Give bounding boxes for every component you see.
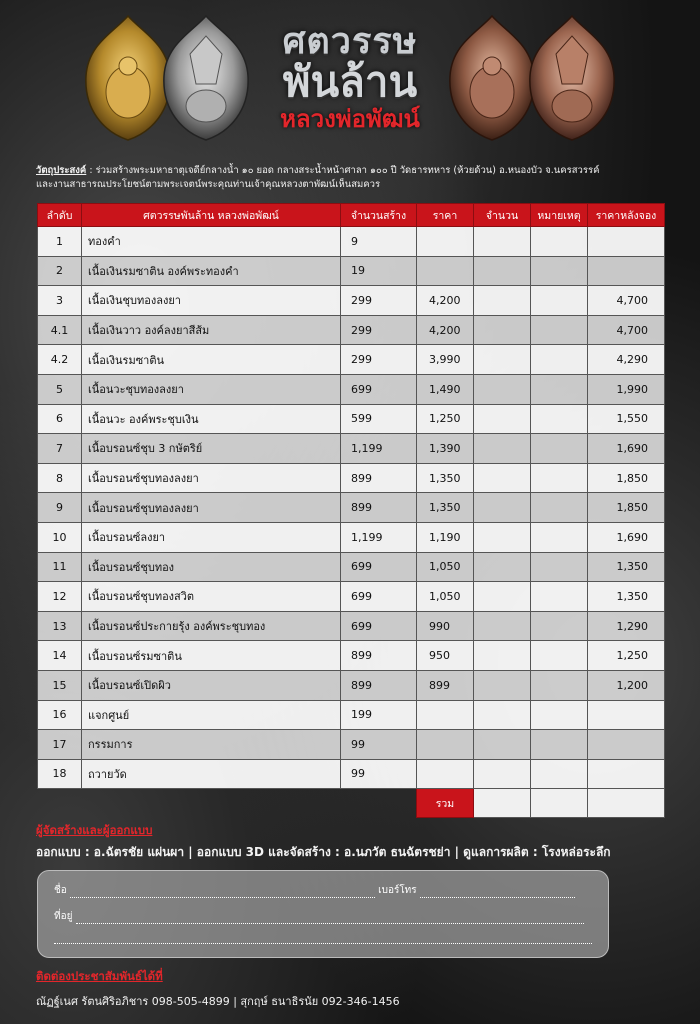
row-quantity-made: 9 bbox=[341, 227, 417, 257]
row-note-cell[interactable] bbox=[531, 345, 588, 375]
row-note-cell[interactable] bbox=[531, 700, 588, 730]
row-name: เนื้อบรอนซ์ลงยา bbox=[82, 522, 341, 552]
row-price-after: 1,690 bbox=[588, 434, 665, 464]
row-price bbox=[417, 759, 474, 789]
row-price-after bbox=[588, 730, 665, 760]
table-row bbox=[38, 582, 665, 612]
row-quantity-made: 899 bbox=[341, 463, 417, 493]
row-price-after: 1,350 bbox=[588, 552, 665, 582]
row-quantity-made: 19 bbox=[341, 256, 417, 286]
row-note-cell[interactable] bbox=[531, 522, 588, 552]
address-line-1 bbox=[54, 909, 584, 924]
row-price: 1,350 bbox=[417, 463, 474, 493]
total-price-cell[interactable] bbox=[588, 789, 665, 818]
row-amount-cell[interactable] bbox=[474, 759, 531, 789]
table-row bbox=[38, 434, 665, 464]
header-price-after: ราคาหลังจอง bbox=[588, 204, 665, 227]
row-name: เนื้อบรอนซ์ชุบทองลงยา bbox=[82, 463, 341, 493]
table-body bbox=[38, 227, 665, 789]
row-price: 3,990 bbox=[417, 345, 474, 375]
row-quantity-made: 1,199 bbox=[341, 522, 417, 552]
row-number: 16 bbox=[38, 700, 82, 730]
row-amount-cell[interactable] bbox=[474, 493, 531, 523]
title-line-3: หลวงพ่อพัฒน์ bbox=[280, 106, 420, 133]
row-price: 4,200 bbox=[417, 286, 474, 316]
row-price: 950 bbox=[417, 641, 474, 671]
address-line-2 bbox=[54, 933, 592, 944]
name-phone-line bbox=[54, 883, 575, 898]
row-number: 6 bbox=[38, 404, 82, 434]
total-row bbox=[38, 789, 665, 818]
row-note-cell[interactable] bbox=[531, 463, 588, 493]
row-quantity-made: 1,199 bbox=[341, 434, 417, 464]
table-row bbox=[38, 670, 665, 700]
row-price: 1,390 bbox=[417, 434, 474, 464]
copper-amulet-image bbox=[526, 14, 618, 142]
purpose-line-2: และงานสาธารณประโยชน์ตามพระเจตน์พระคุณท่านเจ้าคุณหลวงตาพัฒน์เห็นสมควร bbox=[36, 179, 381, 190]
total-label: รวม bbox=[417, 789, 474, 818]
row-number: 3 bbox=[38, 286, 82, 316]
address-input-2[interactable] bbox=[54, 933, 592, 944]
row-number: 11 bbox=[38, 552, 82, 582]
row-quantity-made: 699 bbox=[341, 611, 417, 641]
row-note-cell[interactable] bbox=[531, 670, 588, 700]
row-price-after: 1,290 bbox=[588, 611, 665, 641]
row-note-cell[interactable] bbox=[531, 493, 588, 523]
header-note: หมายเหตุ bbox=[531, 204, 588, 227]
name-label: ชื่อ bbox=[54, 885, 67, 896]
header-quantity-made: จำนวนสร้าง bbox=[341, 204, 417, 227]
table-row bbox=[38, 404, 665, 434]
row-amount-cell[interactable] bbox=[474, 463, 531, 493]
row-price bbox=[417, 227, 474, 257]
poster-header bbox=[0, 0, 700, 160]
row-price-after: 1,550 bbox=[588, 404, 665, 434]
phone-label: เบอร์โทร bbox=[378, 885, 417, 896]
row-name: เนื้อบรอนซ์ชุบ 3 กษัตริย์ bbox=[82, 434, 341, 464]
row-name: เนื้อบรอนซ์รมซาติน bbox=[82, 641, 341, 671]
row-number: 4.1 bbox=[38, 315, 82, 345]
row-note-cell[interactable] bbox=[531, 582, 588, 612]
table-row bbox=[38, 256, 665, 286]
row-quantity-made: 599 bbox=[341, 404, 417, 434]
row-price: 4,200 bbox=[417, 315, 474, 345]
title-line-1: ศตวรรษ bbox=[282, 20, 418, 61]
row-price: 1,190 bbox=[417, 522, 474, 552]
row-price bbox=[417, 730, 474, 760]
row-number: 5 bbox=[38, 374, 82, 404]
row-price-after: 1,990 bbox=[588, 374, 665, 404]
row-price: 990 bbox=[417, 611, 474, 641]
row-note-cell[interactable] bbox=[531, 286, 588, 316]
row-price: 1,250 bbox=[417, 404, 474, 434]
row-name: เนื้อเงินชุบทองลงยา bbox=[82, 286, 341, 316]
row-amount-cell[interactable] bbox=[474, 522, 531, 552]
row-price-after bbox=[588, 227, 665, 257]
order-table bbox=[37, 203, 665, 818]
row-quantity-made: 899 bbox=[341, 493, 417, 523]
row-name: เนื้อบรอนซ์ชุบทอง bbox=[82, 552, 341, 582]
row-quantity-made: 699 bbox=[341, 374, 417, 404]
name-input[interactable] bbox=[70, 887, 375, 898]
contact-heading: ติดต่องประชาสัมพันธ์ได้ที่ bbox=[36, 969, 163, 983]
total-amount-cell[interactable] bbox=[474, 789, 531, 818]
row-name: ทองคำ bbox=[82, 227, 341, 257]
row-price-after: 4,290 bbox=[588, 345, 665, 375]
row-amount-cell[interactable] bbox=[474, 315, 531, 345]
row-note-cell[interactable] bbox=[531, 227, 588, 257]
contact-line: ณัฏฐ์เนศ รัตนศิริอภิชาร 098-505-4899 | สุกฤษ์ ธนาธิรนัย 092-346-1456 bbox=[36, 995, 400, 1008]
table-row bbox=[38, 463, 665, 493]
table-row bbox=[38, 493, 665, 523]
row-amount-cell[interactable] bbox=[474, 286, 531, 316]
row-price-after bbox=[588, 759, 665, 789]
purpose-text bbox=[36, 164, 676, 192]
row-number: 7 bbox=[38, 434, 82, 464]
row-name: เนื้อบรอนซ์ประกายรุ้ง องค์พระชุบทอง bbox=[82, 611, 341, 641]
row-number: 1 bbox=[38, 227, 82, 257]
address-input-1[interactable] bbox=[76, 913, 584, 924]
bronze-amulet-image bbox=[446, 14, 538, 142]
row-name: เนื้อบรอนซ์ชุบทองสวิต bbox=[82, 582, 341, 612]
row-price-after: 1,850 bbox=[588, 463, 665, 493]
header-price: ราคา bbox=[417, 204, 474, 227]
row-price-after: 1,250 bbox=[588, 641, 665, 671]
credits-heading: ผู้จัดสร้างและผู้ออกแบบ bbox=[36, 823, 153, 837]
row-number: 9 bbox=[38, 493, 82, 523]
row-number: 17 bbox=[38, 730, 82, 760]
table-row bbox=[38, 730, 665, 760]
row-amount-cell[interactable] bbox=[474, 404, 531, 434]
row-price-after bbox=[588, 256, 665, 286]
table-row bbox=[38, 374, 665, 404]
row-price-after: 1,200 bbox=[588, 670, 665, 700]
row-number: 18 bbox=[38, 759, 82, 789]
row-amount-cell[interactable] bbox=[474, 730, 531, 760]
row-number: 12 bbox=[38, 582, 82, 612]
row-quantity-made: 299 bbox=[341, 286, 417, 316]
row-note-cell[interactable] bbox=[531, 434, 588, 464]
row-number: 13 bbox=[38, 611, 82, 641]
row-price: 1,050 bbox=[417, 582, 474, 612]
row-amount-cell[interactable] bbox=[474, 641, 531, 671]
row-price: 1,350 bbox=[417, 493, 474, 523]
table-row bbox=[38, 552, 665, 582]
row-quantity-made: 699 bbox=[341, 582, 417, 612]
header-no: ลำดับ bbox=[38, 204, 82, 227]
phone-input[interactable] bbox=[420, 887, 575, 898]
table-row bbox=[38, 700, 665, 730]
row-quantity-made: 299 bbox=[341, 345, 417, 375]
row-number: 15 bbox=[38, 670, 82, 700]
row-price bbox=[417, 256, 474, 286]
row-name: เนื้อบรอนซ์ชุบทองลงยา bbox=[82, 493, 341, 523]
row-quantity-made: 99 bbox=[341, 730, 417, 760]
row-amount-cell[interactable] bbox=[474, 670, 531, 700]
row-name: เนื้อนวะชุบทองลงยา bbox=[82, 374, 341, 404]
table-row bbox=[38, 345, 665, 375]
row-price-after: 4,700 bbox=[588, 286, 665, 316]
row-amount-cell[interactable] bbox=[474, 345, 531, 375]
title-line-2: พันล้าน bbox=[282, 58, 418, 105]
row-amount-cell[interactable] bbox=[474, 582, 531, 612]
row-amount-cell[interactable] bbox=[474, 700, 531, 730]
row-note-cell[interactable] bbox=[531, 730, 588, 760]
row-number: 8 bbox=[38, 463, 82, 493]
row-quantity-made: 699 bbox=[341, 552, 417, 582]
table-row bbox=[38, 611, 665, 641]
row-quantity-made: 299 bbox=[341, 315, 417, 345]
total-note-cell[interactable] bbox=[531, 789, 588, 818]
row-number: 4.2 bbox=[38, 345, 82, 375]
row-price: 1,490 bbox=[417, 374, 474, 404]
row-note-cell[interactable] bbox=[531, 552, 588, 582]
row-name: ถวายวัด bbox=[82, 759, 341, 789]
row-name: เนื้อเงินรมซาติน องค์พระทองคำ bbox=[82, 256, 341, 286]
order-table-wrapper bbox=[37, 203, 664, 818]
credits-line: ออกแบบ : อ.ฉัตรชัย แผ่นผา | ออกแบบ 3D และจัดสร้าง : อ.นภวัต ธนฉัตรชย่า | ดูแลการผลิต : โรงหล่อระลึก bbox=[36, 845, 611, 859]
purpose-line-1: : ร่วมสร้างพระมหาธาตุเจดีย์กลางน้ำ ๑๐ ยอด กลางสระน้ำหน้าศาลา ๑๐๐ ปี วัดธารทหาร (ห้วยด้วน) อ.หนองบัว จ.นครสวรรค์ bbox=[86, 165, 600, 176]
row-price-after: 1,690 bbox=[588, 522, 665, 552]
table-row bbox=[38, 641, 665, 671]
row-note-cell[interactable] bbox=[531, 374, 588, 404]
row-note-cell[interactable] bbox=[531, 641, 588, 671]
row-name: เนื้อนวะ องค์พระชุบเงิน bbox=[82, 404, 341, 434]
row-name: แจกศูนย์ bbox=[82, 700, 341, 730]
row-quantity-made: 199 bbox=[341, 700, 417, 730]
table-row bbox=[38, 522, 665, 552]
row-quantity-made: 99 bbox=[341, 759, 417, 789]
row-note-cell[interactable] bbox=[531, 315, 588, 345]
row-note-cell[interactable] bbox=[531, 611, 588, 641]
customer-form bbox=[37, 870, 609, 958]
row-quantity-made: 899 bbox=[341, 641, 417, 671]
row-price-after bbox=[588, 700, 665, 730]
row-number: 2 bbox=[38, 256, 82, 286]
table-header-row bbox=[38, 204, 665, 227]
row-price bbox=[417, 700, 474, 730]
row-price-after: 1,850 bbox=[588, 493, 665, 523]
row-amount-cell[interactable] bbox=[474, 611, 531, 641]
table-row bbox=[38, 227, 665, 257]
row-amount-cell[interactable] bbox=[474, 434, 531, 464]
row-price: 1,050 bbox=[417, 552, 474, 582]
silver-amulet-image bbox=[160, 14, 252, 142]
table-row bbox=[38, 315, 665, 345]
row-name: กรรมการ bbox=[82, 730, 341, 760]
row-amount-cell[interactable] bbox=[474, 552, 531, 582]
row-amount-cell[interactable] bbox=[474, 374, 531, 404]
row-name: เนื้อเงินรมซาติน bbox=[82, 345, 341, 375]
row-number: 14 bbox=[38, 641, 82, 671]
row-number: 10 bbox=[38, 522, 82, 552]
row-name: เนื้อบรอนซ์เปิดผิว bbox=[82, 670, 341, 700]
row-note-cell[interactable] bbox=[531, 404, 588, 434]
purpose-label: วัตถุประสงค์ bbox=[36, 165, 87, 176]
table-row bbox=[38, 759, 665, 789]
row-amount-cell[interactable] bbox=[474, 256, 531, 286]
row-price-after: 4,700 bbox=[588, 315, 665, 345]
row-note-cell[interactable] bbox=[531, 759, 588, 789]
row-name: เนื้อเงินวาว องค์ลงยาสีส้ม bbox=[82, 315, 341, 345]
row-amount-cell[interactable] bbox=[474, 227, 531, 257]
header-name: ศตวรรษพันล้าน หลวงพ่อพัฒน์ bbox=[82, 204, 341, 227]
poster-title bbox=[250, 22, 450, 134]
header-amount: จำนวน bbox=[474, 204, 531, 227]
row-quantity-made: 899 bbox=[341, 670, 417, 700]
table-row bbox=[38, 286, 665, 316]
row-price-after: 1,350 bbox=[588, 582, 665, 612]
address-label: ที่อยู่ bbox=[54, 911, 73, 922]
row-note-cell[interactable] bbox=[531, 256, 588, 286]
row-price: 899 bbox=[417, 670, 474, 700]
